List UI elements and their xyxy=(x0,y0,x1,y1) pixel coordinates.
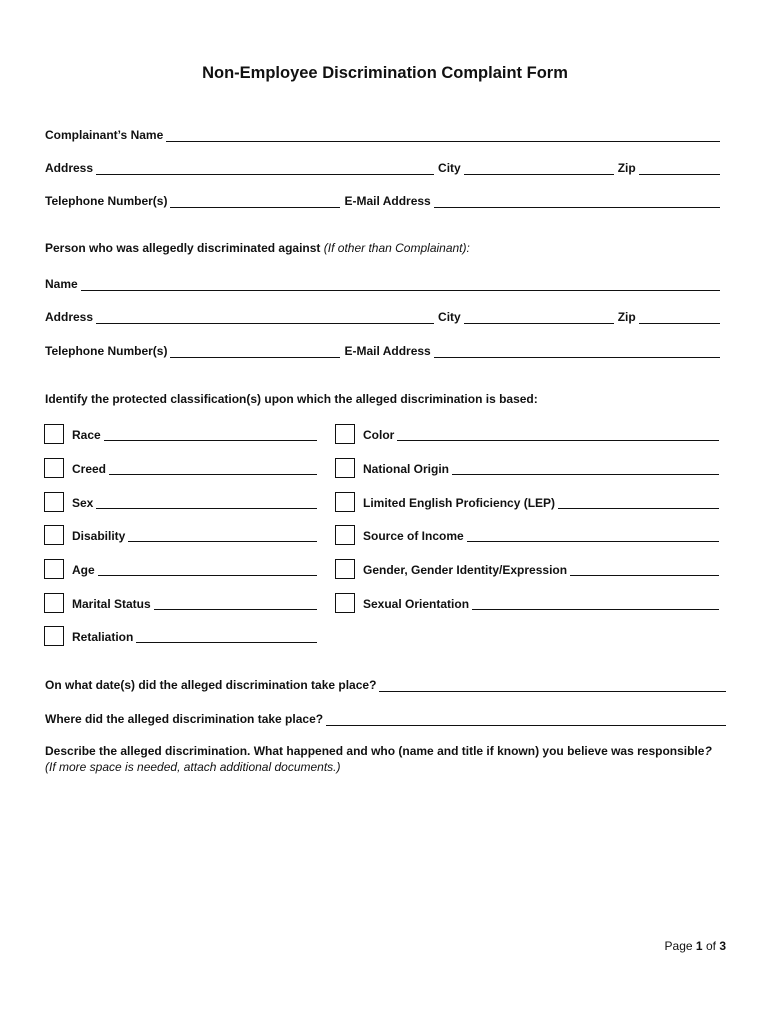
complainant-name-label: Complainant’s Name xyxy=(45,128,164,142)
where-field[interactable] xyxy=(326,712,726,726)
color-checkbox[interactable] xyxy=(335,424,355,444)
complainant-address-field[interactable] xyxy=(96,161,434,175)
page-number xyxy=(620,939,726,953)
form-title: Non-Employee Discrimination Complaint Form xyxy=(202,64,568,82)
complainant-address-label: Address xyxy=(45,161,94,175)
marital-status-label: Marital Status xyxy=(72,597,151,611)
retaliation-field[interactable] xyxy=(136,629,317,643)
complainant-address-row xyxy=(45,157,720,175)
gender-checkbox[interactable] xyxy=(335,559,355,579)
person-contact-row xyxy=(45,340,720,358)
where-row xyxy=(45,708,726,726)
complainant-name-field[interactable] xyxy=(166,128,720,142)
gender-label: Gender, Gender Identity/Expression xyxy=(363,563,568,577)
person-email-field[interactable] xyxy=(434,344,720,358)
creed-field[interactable] xyxy=(109,461,317,475)
complainant-name-row xyxy=(45,124,720,142)
race-label: Race xyxy=(72,428,101,442)
classification-item-age xyxy=(44,555,317,579)
classification-item-source-of-income xyxy=(335,521,719,545)
race-field[interactable] xyxy=(104,427,317,441)
complainant-telephone-field[interactable] xyxy=(170,194,340,208)
sexual-orientation-checkbox[interactable] xyxy=(335,593,355,613)
classification-item-national-origin xyxy=(335,454,719,478)
dates-field[interactable] xyxy=(379,678,726,692)
sex-label: Sex xyxy=(72,496,94,510)
national-origin-label: National Origin xyxy=(363,462,450,476)
source-of-income-checkbox[interactable] xyxy=(335,525,355,545)
person-address-row xyxy=(45,306,720,324)
dates-label: On what date(s) did the alleged discrimination take place? xyxy=(45,678,377,692)
source-of-income-field[interactable] xyxy=(467,528,719,542)
classification-item-gender xyxy=(335,555,719,579)
person-telephone-field[interactable] xyxy=(170,344,340,358)
age-field[interactable] xyxy=(98,562,317,576)
classification-item-lep xyxy=(335,488,719,512)
classification-item-creed xyxy=(44,454,317,478)
lep-field[interactable] xyxy=(558,495,719,509)
complainant-email-field[interactable] xyxy=(434,194,720,208)
national-origin-field[interactable] xyxy=(452,461,719,475)
creed-checkbox[interactable] xyxy=(44,458,64,478)
complainant-telephone-label: Telephone Number(s) xyxy=(45,194,168,208)
lep-label: Limited English Proficiency (LEP) xyxy=(363,496,556,510)
sexual-orientation-label: Sexual Orientation xyxy=(363,597,470,611)
describe-hint: (If more space is needed, attach additional documents.) xyxy=(45,760,341,774)
disability-label: Disability xyxy=(72,529,126,543)
national-origin-checkbox[interactable] xyxy=(335,458,355,478)
person-city-field[interactable] xyxy=(464,310,614,324)
person-heading-text: Person who was allegedly discriminated against xyxy=(45,241,321,255)
age-label: Age xyxy=(72,563,95,577)
person-name-label: Name xyxy=(45,277,78,291)
retaliation-checkbox[interactable] xyxy=(44,626,64,646)
source-of-income-label: Source of Income xyxy=(363,529,464,543)
person-heading-note: (If other than Complainant): xyxy=(323,241,470,255)
creed-label: Creed xyxy=(72,462,107,476)
classification-item-retaliation xyxy=(44,622,317,646)
sexual-orientation-field[interactable] xyxy=(472,596,719,610)
race-checkbox[interactable] xyxy=(44,424,64,444)
person-zip-label: Zip xyxy=(617,310,636,324)
classification-item-race xyxy=(44,420,317,444)
gender-field[interactable] xyxy=(570,562,719,576)
person-zip-field[interactable] xyxy=(639,310,720,324)
color-field[interactable] xyxy=(397,427,719,441)
page-total: 3 xyxy=(719,939,726,953)
person-city-label: City xyxy=(438,310,461,324)
person-name-row xyxy=(45,273,720,291)
disability-checkbox[interactable] xyxy=(44,525,64,545)
person-name-field[interactable] xyxy=(81,277,720,291)
classification-item-marital-status xyxy=(44,589,317,613)
retaliation-label: Retaliation xyxy=(72,630,134,644)
person-section-heading xyxy=(45,241,470,255)
complainant-zip-label: Zip xyxy=(617,161,636,175)
color-label: Color xyxy=(363,428,395,442)
age-checkbox[interactable] xyxy=(44,559,64,579)
person-telephone-label: Telephone Number(s) xyxy=(45,344,168,358)
page-current: 1 xyxy=(695,939,703,953)
classification-item-sex xyxy=(44,488,317,512)
person-email-label: E-Mail Address xyxy=(344,344,431,358)
complainant-email-label: E-Mail Address xyxy=(344,194,431,208)
where-label: Where did the alleged discrimination take place? xyxy=(45,712,324,726)
classification-item-disability xyxy=(44,521,317,545)
classification-item-color xyxy=(335,420,719,444)
person-address-label: Address xyxy=(45,310,94,324)
disability-field[interactable] xyxy=(128,528,317,542)
describe-question: Describe the alleged discrimination. What happened and who (name and title if known) you believe was responsible xyxy=(45,744,705,758)
sex-checkbox[interactable] xyxy=(44,492,64,512)
sex-field[interactable] xyxy=(96,495,317,509)
complainant-city-label: City xyxy=(438,161,461,175)
page-prefix: Page xyxy=(664,939,693,953)
lep-checkbox[interactable] xyxy=(335,492,355,512)
classification-heading: Identify the protected classification(s) upon which the alleged discrimination is based: xyxy=(45,392,538,406)
person-address-field[interactable] xyxy=(96,310,434,324)
complainant-contact-row xyxy=(45,190,720,208)
complainant-zip-field[interactable] xyxy=(639,161,720,175)
classification-item-sexual-orientation xyxy=(335,589,719,613)
dates-row xyxy=(45,674,726,692)
page-of: of xyxy=(705,939,716,953)
marital-status-checkbox[interactable] xyxy=(44,593,64,613)
marital-status-field[interactable] xyxy=(154,596,317,610)
describe-section xyxy=(45,743,735,775)
describe-question-mark: ? xyxy=(704,744,712,758)
complainant-city-field[interactable] xyxy=(464,161,614,175)
